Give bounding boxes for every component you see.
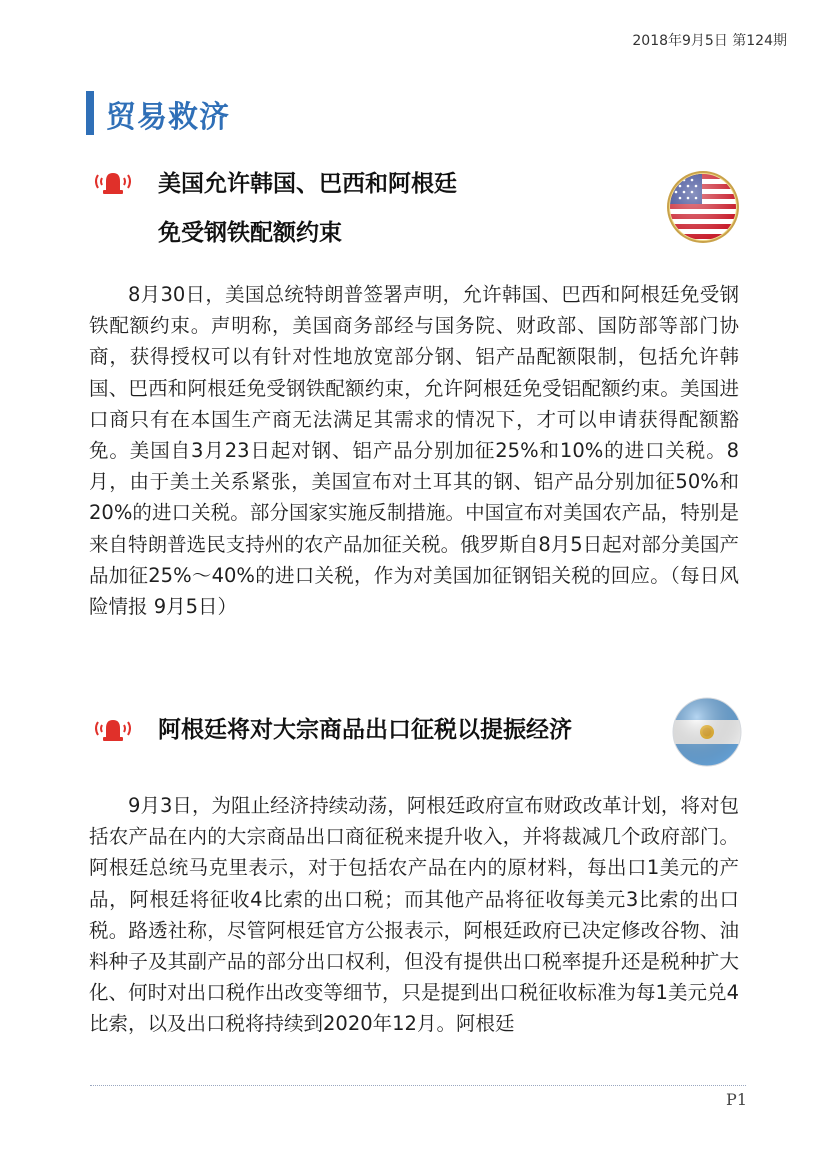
section-title: 贸易救济 [106, 100, 230, 135]
article-1-headline [158, 160, 457, 258]
article-1-headline-line-1: 美国允许韩国、巴西和阿根廷 [158, 171, 457, 197]
article-1-body: 8月30日，美国总统特朗普签署声明，允许韩国、巴西和阿根廷免受钢铁配额约束。声明称，美国商务部经与国务院、财政部、国防部等部门协商，获得授权可以有针对性地放宽部分钢、铝产品配额限制，包括允许韩国、巴西和阿根廷免受钢铁配额约束，允许阿根廷免受铝配额约束。美国进口商只有在本国生产商无法满足其需求的情况下，才可以申请获得配额豁免。美国自3月23日起对钢、铝产品分别加征25%和10%的进口关税。8月，由于美土关系紧张，美国宣布对土耳其的钢、铝产品分别加征50%和20%的进口关税。部分国家实施反制措施。中国宣布对美国农产品，特别是来自特朗普选民支持州的农产品加征关税。俄罗斯自8月5日起对部分美国产品加征25%～40%的进口关税，作为对美国加征钢铝关税的回应。（每日风险情报 9月5日） [89, 283, 739, 619]
alarm-icon [92, 717, 134, 743]
footer-divider [90, 1085, 746, 1086]
alarm-icon [92, 170, 134, 196]
article-2-headline-line-1: 阿根廷将对大宗商品出口征税以提振经济 [158, 717, 572, 743]
section-accent-bar [86, 91, 94, 135]
article-1-headline-line-2: 免受钢铁配额约束 [158, 220, 342, 246]
issue-date: 2018年9月5日 第124期 [632, 33, 787, 49]
page-number: P1 [726, 1090, 747, 1109]
article-2-body: 9月3日，为阻止经济持续动荡，阿根廷政府宣布财政改革计划，将对包括农产品在内的大宗商品出口商征税来提升收入，并将裁减几个政府部门。阿根廷总统马克里表示，对于包括农产品在内的原材料，每出口1美元的产品，阿根廷将征收4比索的出口税；而其他产品将征收每美元3比索的出口税。路透社称，尽管阿根廷官方公报表示，阿根廷政府已决定修改谷物、油料种子及其副产品的部分出口权利，但没有提供出口税率提升还是税种扩大化、何时对出口税作出改变等细节，只是提到出口税征收标准为每1美元兑4比索，以及出口税将持续到2020年12月。阿根廷 [89, 794, 739, 1036]
usa-flag-icon [666, 170, 740, 244]
argentina-flag-icon [672, 697, 742, 767]
article-2-headline [158, 706, 572, 755]
